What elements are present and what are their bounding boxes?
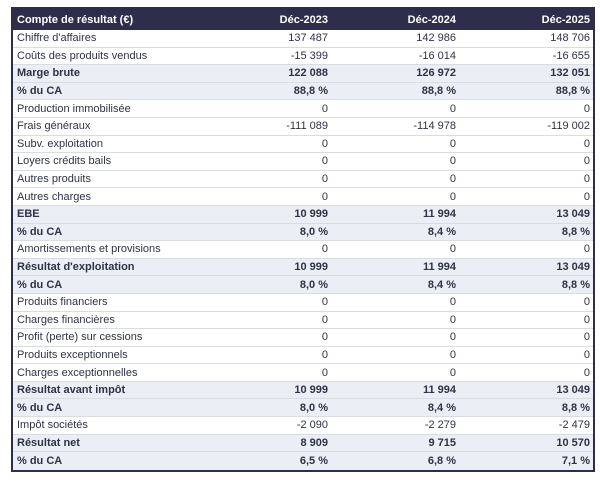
cell-value: 8,8 % (561, 225, 590, 238)
cell-value: 10 999 (294, 384, 328, 397)
cell-value: 0 (449, 190, 456, 203)
cell-value: 132 051 (550, 67, 590, 80)
cell-value: -119 002 (547, 120, 590, 133)
row-label: % du CA (17, 455, 63, 468)
table-row (13, 224, 593, 242)
cell-value: 88,8 % (293, 85, 328, 98)
cell-value: -16 655 (552, 49, 590, 62)
cell-value: 11 994 (422, 208, 456, 221)
cell-value: 0 (321, 173, 328, 186)
row-label: Marge brute (17, 67, 80, 80)
row-label: Chiffre d'affaires (17, 32, 97, 45)
cell-value: 8 909 (300, 436, 328, 449)
row-label: Coûts des produits vendus (17, 49, 148, 62)
cell-value: 0 (321, 155, 328, 168)
row-label: Profit (perte) sur cessions (17, 331, 143, 344)
cell-value: 0 (321, 102, 328, 115)
cell-value: 0 (583, 348, 590, 361)
table-row (13, 364, 593, 382)
cell-value: 148 706 (550, 32, 590, 45)
cell-value: 11 994 (422, 384, 456, 397)
cell-value: -111 089 (286, 120, 328, 133)
cell-value: 0 (449, 173, 456, 186)
table-title: Compte de résultat (€) (17, 13, 134, 26)
row-label: Amortissements et provisions (17, 243, 161, 256)
cell-value: 10 999 (294, 208, 328, 221)
table-row (13, 65, 593, 83)
column-header: Déc-2025 (541, 13, 590, 26)
cell-value: 0 (449, 296, 456, 309)
cell-value: 0 (583, 331, 590, 344)
cell-value: 122 088 (288, 67, 328, 80)
cell-value: 8,4 % (427, 401, 456, 414)
cell-value: 0 (583, 366, 590, 379)
row-label: Charges exceptionnelles (17, 366, 138, 379)
cell-value: 0 (321, 366, 328, 379)
cell-value: 10 999 (294, 261, 328, 274)
cell-value: 8,8 % (561, 401, 590, 414)
cell-value: 88,8 % (421, 85, 456, 98)
table-row (13, 294, 593, 312)
cell-value: 142 986 (416, 32, 456, 45)
table-row (13, 30, 593, 48)
table-row (13, 153, 593, 171)
table-row (13, 276, 593, 294)
cell-value: 0 (583, 296, 590, 309)
table-row (13, 83, 593, 101)
column-header: Déc-2023 (279, 13, 328, 26)
income-statement-table (11, 7, 595, 472)
cell-value: 0 (321, 296, 328, 309)
table-row (13, 417, 593, 435)
cell-value: 8,0 % (299, 278, 328, 291)
cell-value: 0 (449, 243, 456, 256)
cell-value: 6,8 % (427, 455, 456, 468)
table-row (13, 347, 593, 365)
table-row (13, 118, 593, 136)
cell-value: 9 715 (428, 436, 456, 449)
cell-value: 8,0 % (299, 401, 328, 414)
cell-value: 0 (449, 102, 456, 115)
table-row (13, 435, 593, 453)
table-row (13, 241, 593, 259)
row-label: Autres produits (17, 173, 91, 186)
cell-value: 0 (583, 137, 590, 150)
cell-value: 0 (321, 331, 328, 344)
row-label: Produits exceptionnels (17, 348, 128, 361)
cell-value: 0 (583, 155, 590, 168)
row-label: Résultat net (17, 436, 80, 449)
row-label: EBE (17, 208, 40, 221)
cell-value: 6,5 % (299, 455, 328, 468)
table-row (13, 188, 593, 206)
cell-value: 0 (449, 331, 456, 344)
cell-value: 13 049 (556, 384, 590, 397)
row-label: Impôt sociétés (17, 419, 88, 432)
table-row (13, 259, 593, 277)
row-label: Autres charges (17, 190, 91, 203)
cell-value: 0 (583, 173, 590, 186)
cell-value: 0 (321, 243, 328, 256)
cell-value: 10 570 (556, 436, 590, 449)
row-label: % du CA (17, 401, 63, 414)
table-header-row (13, 9, 593, 30)
row-label: % du CA (17, 85, 63, 98)
row-label: Résultat d'exploitation (17, 261, 135, 274)
table-body (13, 30, 593, 470)
cell-value: 0 (321, 313, 328, 326)
cell-value: 8,0 % (299, 225, 328, 238)
table-row (13, 100, 593, 118)
table-row (13, 312, 593, 330)
column-header: Déc-2024 (407, 13, 456, 26)
cell-value: 0 (321, 348, 328, 361)
cell-value: 0 (449, 313, 456, 326)
cell-value: 8,4 % (427, 225, 456, 238)
row-label: Frais généraux (17, 120, 91, 133)
cell-value: 0 (583, 102, 590, 115)
cell-value: 0 (449, 137, 456, 150)
cell-value: 88,8 % (555, 85, 590, 98)
cell-value: -114 978 (413, 120, 456, 133)
row-label: Loyers crédits bails (17, 155, 112, 168)
table-row (13, 452, 593, 470)
cell-value: 0 (321, 137, 328, 150)
cell-value: -2 090 (296, 419, 328, 432)
cell-value: 13 049 (556, 261, 590, 274)
row-label: % du CA (17, 278, 63, 291)
cell-value: -15 399 (290, 49, 328, 62)
cell-value: -2 279 (424, 419, 456, 432)
cell-value: 137 487 (288, 32, 328, 45)
cell-value: 0 (583, 190, 590, 203)
cell-value: 0 (449, 366, 456, 379)
cell-value: 0 (321, 190, 328, 203)
cell-value: 0 (583, 313, 590, 326)
row-label: Subv. exploitation (17, 137, 104, 150)
table-row (13, 399, 593, 417)
cell-value: -2 479 (558, 419, 590, 432)
cell-value: -16 014 (418, 49, 456, 62)
row-label: Charges financières (17, 313, 115, 326)
cell-value: 7,1 % (561, 455, 590, 468)
cell-value: 0 (583, 243, 590, 256)
row-label: % du CA (17, 225, 63, 238)
cell-value: 8,8 % (561, 278, 590, 291)
row-label: Production immobilisée (17, 102, 131, 115)
table-row (13, 136, 593, 154)
table-row (13, 171, 593, 189)
cell-value: 13 049 (556, 208, 590, 221)
table-row (13, 206, 593, 224)
cell-value: 126 972 (416, 67, 456, 80)
cell-value: 8,4 % (427, 278, 456, 291)
cell-value: 0 (449, 155, 456, 168)
row-label: Résultat avant impôt (17, 384, 126, 397)
table-row (13, 382, 593, 400)
table-row (13, 48, 593, 66)
table-row (13, 329, 593, 347)
cell-value: 11 994 (422, 261, 456, 274)
cell-value: 0 (449, 348, 456, 361)
row-label: Produits financiers (17, 296, 108, 309)
